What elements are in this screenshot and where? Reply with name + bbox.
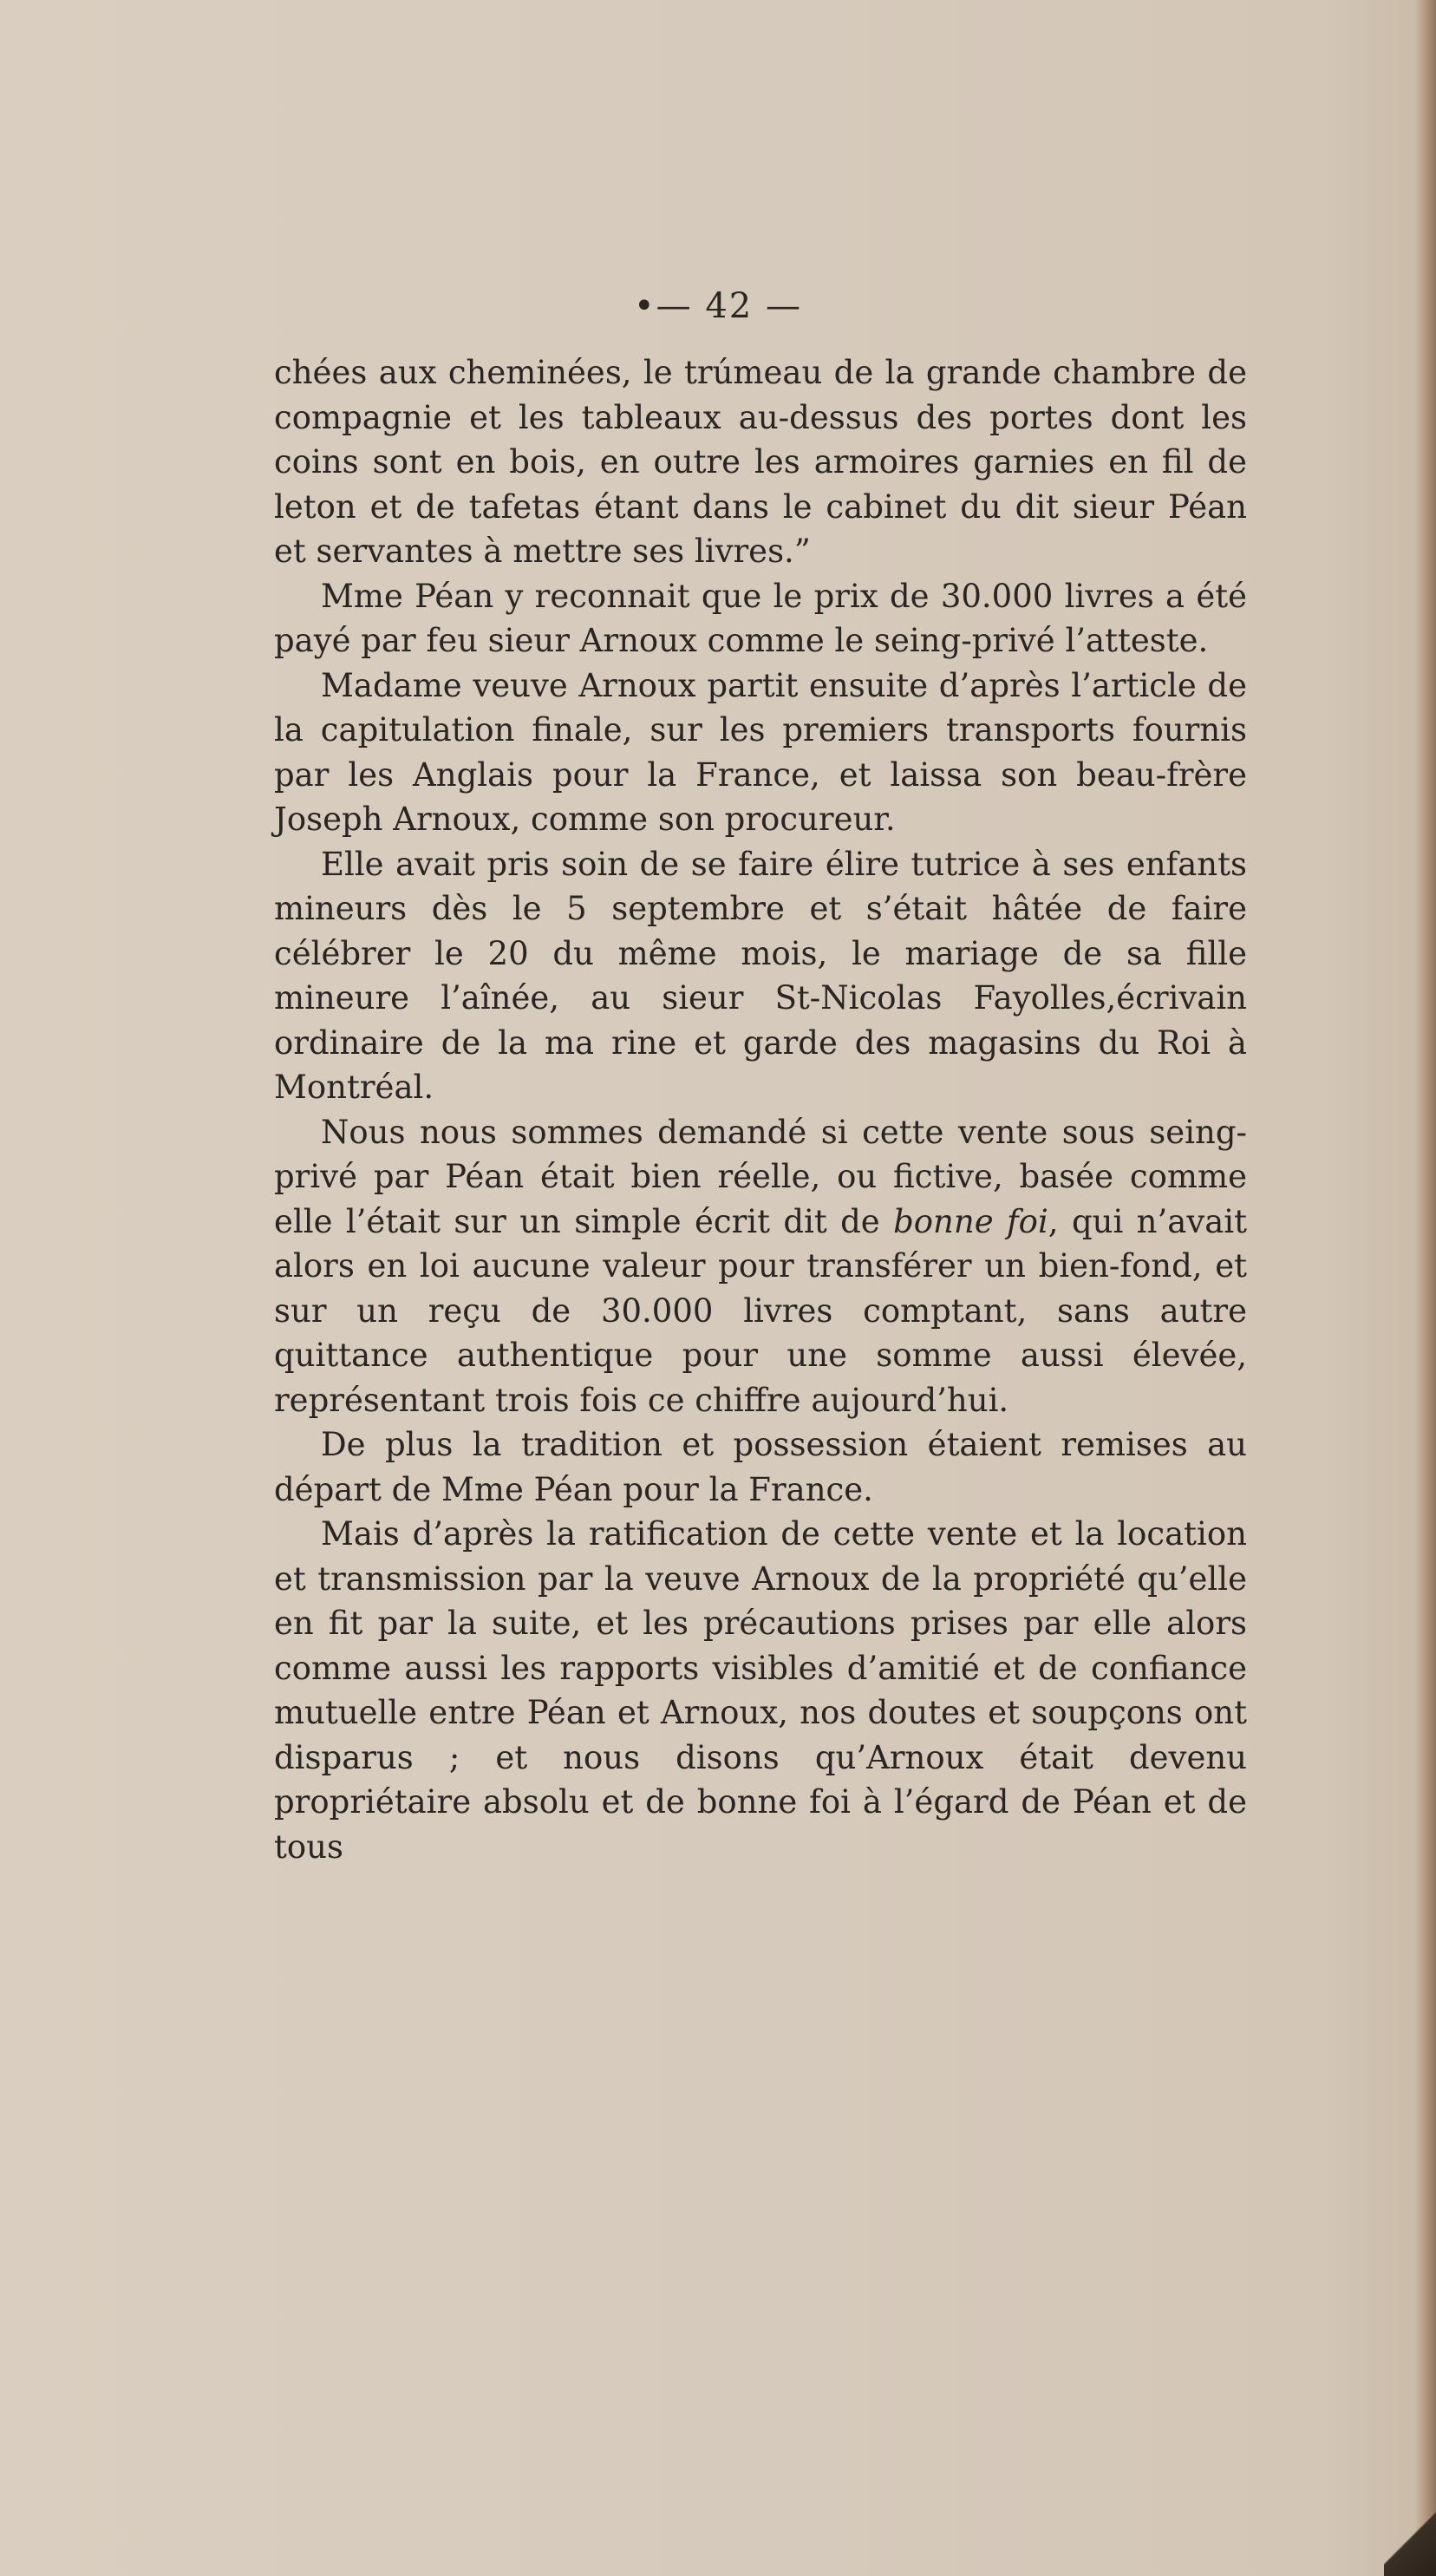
- paragraph-5-emphasis: bonne foi: [893, 1202, 1048, 1240]
- page-edge-shadow: [1413, 0, 1436, 2576]
- paragraph-1: chées aux cheminées, le trúmeau de la grande chambre de compagnie et les tableaux au-dessus des portes dont les coins sont en bois, en outre les armoires garnies en fil de leton et de tafetas étant dans le cabinet du dit sieur Péan et servantes à mettre ses livres.”: [274, 354, 1247, 570]
- paragraph-7: Mais d’après la ratification de cette vente et la location et transmission par la veuve Arnoux de la propriété qu’elle en fit par la suite, et les précautions prises par elle alors comme aussi les rapports visibles d’amitié et de confiance mutuelle entre Péan et Arnoux, nos doutes et soupçons ont disparus ; et nous disons qu’Arnoux était devenu propriétaire absolu et de bonne foi à l’égard de Péan et de tous: [274, 1515, 1247, 1866]
- paragraph-5-text-after: , qui n’avait alors en loi aucune valeur pour transférer un bien-fond, et sur un reçu de 30.000 livres comptant, sans autre quittance authentique pour une somme aussi élevée, représentant trois fois ce chiffre aujourd’hui.: [274, 1202, 1247, 1419]
- paragraph-5: [274, 1110, 1247, 1423]
- body-text: [274, 350, 1247, 1869]
- paragraph-5-text-before: Nous nous sommes demandé si cette vente sous seing-privé par Péan était bien réelle, ou fictive, basée comme elle l’était sur un simple écrit dit de: [274, 1113, 1247, 1240]
- paragraph-3: Madame veuve Arnoux partit ensuite d’après l’article de la capitulation finale, sur les premiers transports fournis par les Anglais pour la France, et laissa son beau-frère Joseph Arnoux, comme son procureur.: [274, 666, 1247, 838]
- paragraph-2: Mme Péan y reconnait que le prix de 30.000 livres a été payé par feu sieur Arnoux comme le seing-privé l’atteste.: [274, 577, 1247, 659]
- paragraph-6: De plus la tradition et possession étaient remises au départ de Mme Péan pour la France.: [274, 1426, 1247, 1508]
- page-corner-shadow: [1384, 2498, 1436, 2576]
- paragraph-4: Elle avait pris soin de se faire élire tutrice à ses enfants mineurs dès le 5 septembre et s’était hâtée de faire célébrer le 20 du même mois, le mariage de sa fille mineure l’aînée, au sieur St-Nicolas Fayolles,écrivain ordinaire de la ma rine et garde des magasins du Roi à Montréal.: [274, 845, 1247, 1106]
- page-number: •— 42 —: [634, 286, 802, 326]
